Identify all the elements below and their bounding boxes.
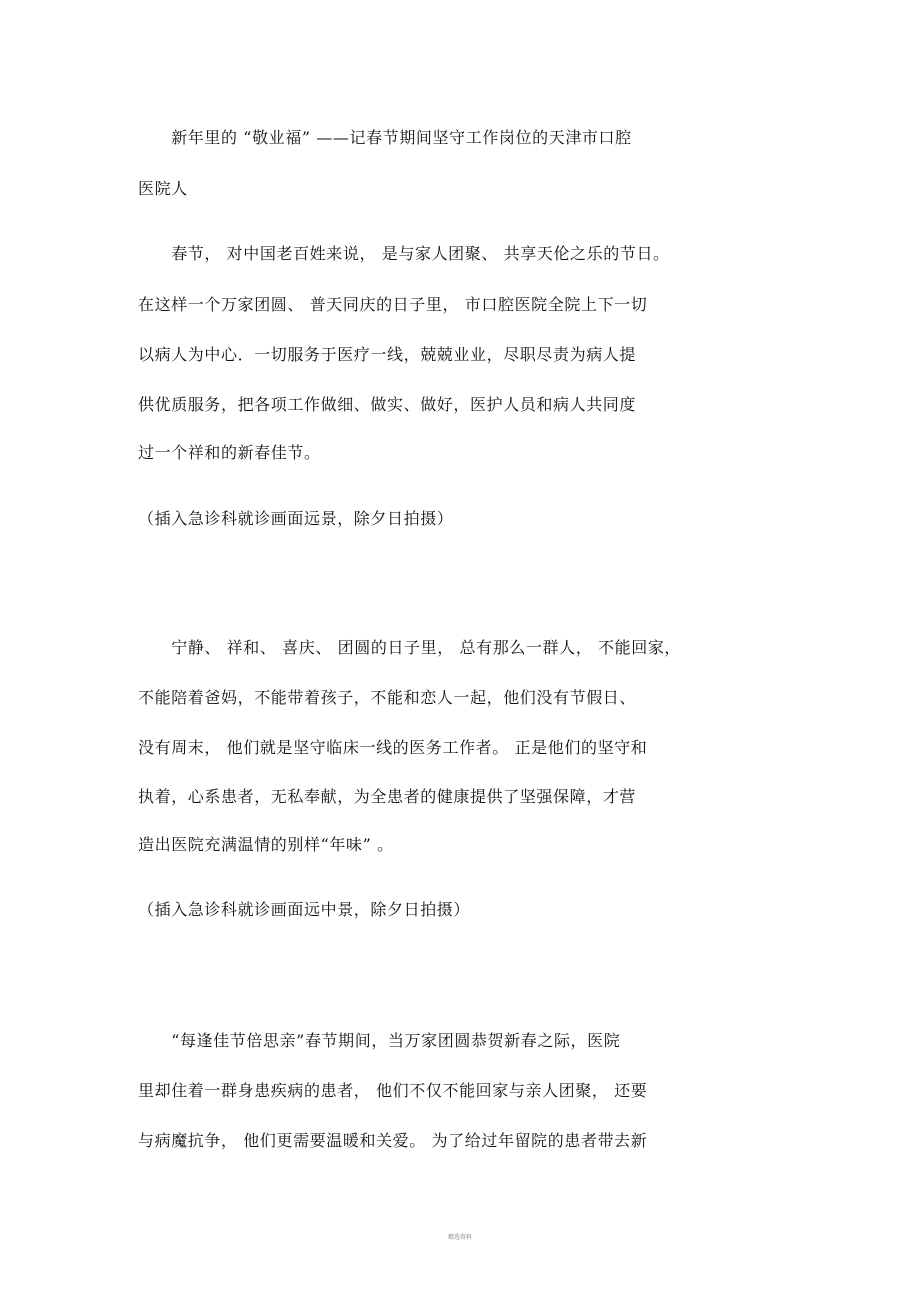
paragraph-2-line-3: 没有周末， 他们就是坚守临床一线的医务工作者。 正是他们的坚守和 — [138, 738, 648, 757]
paragraph-2-line-2: 不能陪着爸妈，不能带着孩子，不能和恋人一起，他们没有节假日、 — [138, 688, 637, 707]
paragraph-2-line-4: 执着，心系患者，无私奉献，为全患者的健康提供了坚强保障，才营 — [138, 787, 637, 806]
photo-note-2: （插入急诊科就诊画面远中景，除夕日拍摄） — [138, 900, 471, 919]
article-title-line-1: 新年里的 “敬业福” ——记春节期间坚守工作岗位的天津市口腔 — [138, 128, 632, 147]
paragraph-3-line-3: 与病魔抗争， 他们更需要温暖和关爱。 为了给过年留院的患者带去新 — [138, 1131, 648, 1150]
paragraph-2-line-1: 宁静、 祥和、 喜庆、 团圆的日子里， 总有那么一群人， 不能回家， — [138, 638, 682, 657]
paragraph-1-line-3: 以病人为中心．一切服务于医疗一线，兢兢业业，尽职尽责为病人提 — [138, 345, 637, 364]
paragraph-1-line-5: 过一个祥和的新春佳节。 — [138, 443, 321, 462]
paragraph-3-line-2: 里却住着一群身患疾病的患者， 他们不仅不能回家与亲人团聚， 还要 — [138, 1081, 648, 1100]
paragraph-1-line-1: 春节， 对中国老百姓来说， 是与家人团聚、 共享天伦之乐的节日。 — [138, 244, 670, 263]
paragraph-2-line-5: 造出医院充满温情的别样“年味” 。 — [138, 835, 394, 854]
paragraph-1-line-2: 在这样一个万家团圆、 普天同庆的日子里， 市口腔医院全院上下一切 — [138, 295, 648, 314]
paragraph-3-line-1: “每逢佳节倍思亲”春节期间，当万家团圆恭贺新春之际，医院 — [138, 1031, 621, 1050]
article-title-line-2: 医院人 — [138, 179, 188, 198]
page-footer: 精选资料 — [447, 1234, 472, 1241]
paragraph-1-line-4: 供优质服务，把各项工作做细、做实、做好，医护人员和病人共同度 — [138, 395, 637, 414]
photo-note-1: （插入急诊科就诊画面远景，除夕日拍摄） — [138, 509, 454, 528]
